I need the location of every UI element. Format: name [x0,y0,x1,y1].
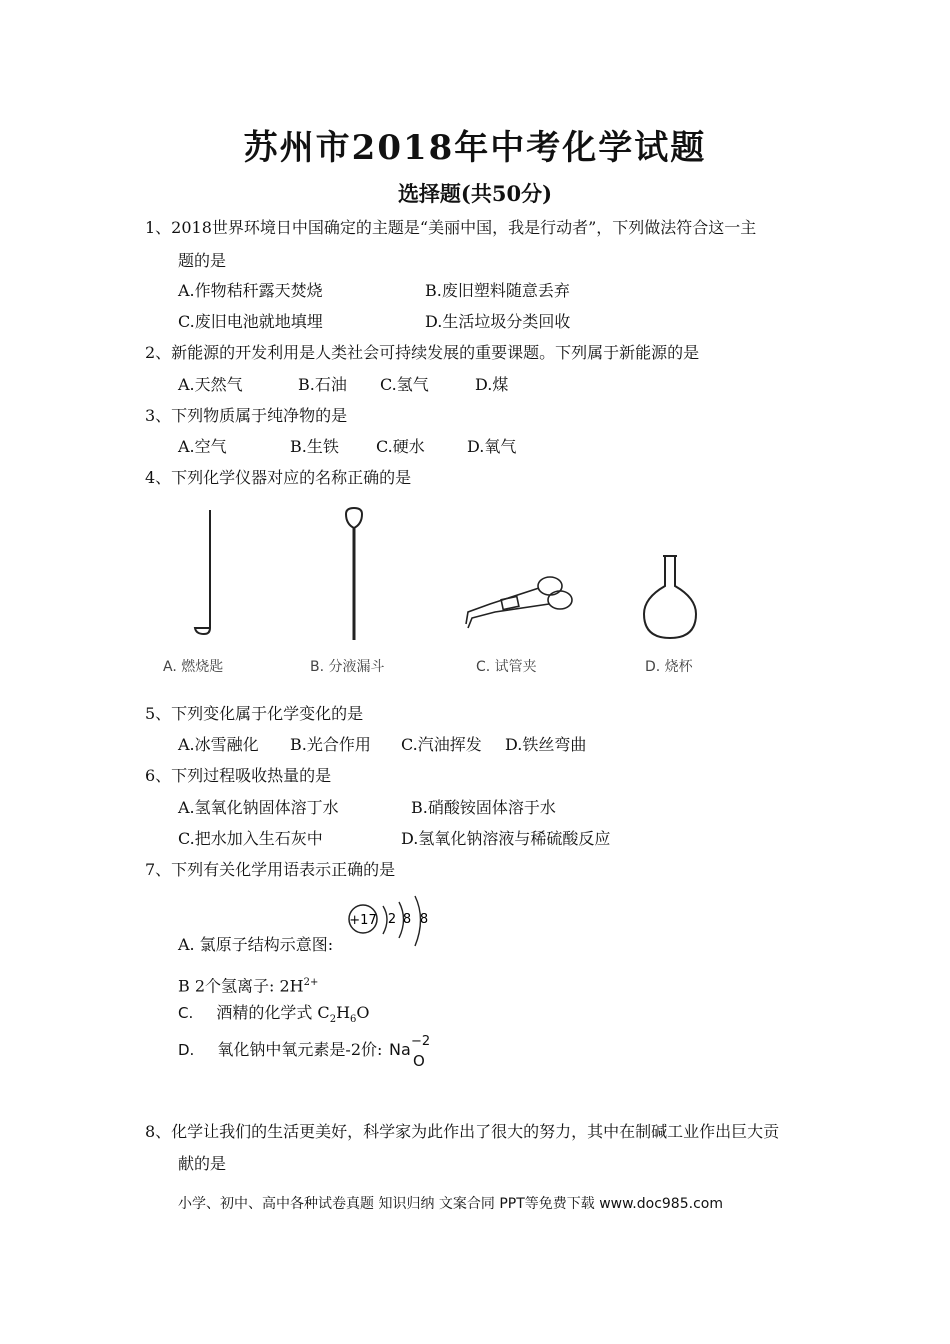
test-tube-holder-icon [466,577,572,628]
page-title: 苏州市2018年中考化学试题 [243,128,707,168]
question-5-option-a: A.冰雪融化 [178,735,259,754]
question-1-option-b: B.废旧塑料随意丢弃 [425,281,570,300]
question-3-option-a: A.空气 [178,437,227,456]
section-heading: 选择题(共50分) [397,181,553,206]
lab-apparatus-figure [150,500,770,660]
question-7-option-d: D. 氧化钠中氧元素是-2价: [178,1040,383,1059]
question-7-option-c: C. 酒精的化学式 $C_2H_6O$ [178,1003,370,1026]
separating-funnel-icon [346,508,362,640]
nucleus-charge: +17 [349,913,377,928]
question-1-option-a: A.作物秸秆露天焚烧 [178,281,323,300]
question-3-option-b: B.生铁 [290,437,339,456]
shell-2-electrons: 8 [402,912,412,927]
question-2-option-d: D.煤 [475,375,509,394]
question-5-option-d: D.铁丝弯曲 [505,735,587,754]
oxidation-state-label: −2 [411,1034,431,1049]
question-7-option-a: A. 氯原子结构示意图: [178,935,334,954]
apparatus-caption-a: A. 燃烧匙 [163,659,224,675]
apparatus-caption-d: D. 烧杯 [645,659,693,675]
question-2-option-b: B.石油 [298,375,347,394]
apparatus-caption-c: C. 试管夹 [476,659,537,675]
question-1-stem: 1、2018世界环境日中国确定的主题是“美丽中国，我是行动者”，下列做法符合这一主 [145,218,757,237]
question-2-stem: 2、新能源的开发利用是人类社会可持续发展的重要课题。下列属于新能源的是 [145,343,700,362]
footer-note: 小学、初中、高中各种试卷真题 知识归纳 文案合同 PPT等免费下载 www.doc985.com [178,1196,723,1212]
question-6-option-c: C.把水加入生石灰中 [178,829,323,848]
oxygen-symbol: O [413,1052,425,1070]
question-3-option-c: C.硬水 [376,437,425,456]
question-5-stem: 5、下列变化属于化学变化的是 [145,704,364,723]
question-7-option-b: B 2个氢离子: $2H^{2+}$ [178,976,319,996]
question-7-stem: 7、下列有关化学用语表示正确的是 [145,860,396,879]
question-3-option-d: D.氧气 [467,437,517,456]
question-8-stem: 8、化学让我们的生活更美好，科学家为此作出了很大的努力，其中在制碱工业作出巨大贡 [145,1122,780,1141]
question-1-option-c: C.废旧电池就地填埋 [178,312,323,331]
shell-1-electrons: 2 [387,912,397,927]
question-6-option-a: A.氢氧化钠固体溶丁水 [178,798,339,817]
question-2-option-c: C.氢气 [380,375,429,394]
question-5-option-b: B.光合作用 [290,735,371,754]
chlorine-atom-structure-diagram [345,892,435,950]
question-1-option-d: D.生活垃圾分类回收 [425,312,571,331]
question-4-stem: 4、下列化学仪器对应的名称正确的是 [145,468,412,487]
apparatus-caption-b: B. 分液漏斗 [310,659,385,675]
shell-3-electrons: 8 [419,912,429,927]
question-5-option-c: C.汽油挥发 [401,735,482,754]
flask-icon [644,556,696,638]
question-2-option-a: A.天然气 [178,375,243,394]
sodium-symbol: Na [389,1040,411,1059]
question-6-option-d: D.氢氧化钠溶液与稀硫酸反应 [401,829,611,848]
question-3-stem: 3、下列物质属于纯净物的是 [145,406,348,425]
question-6-stem: 6、下列过程吸收热量的是 [145,766,332,785]
question-1-stem-cont: 题的是 [178,251,227,270]
question-6-option-b: B.硝酸铵固体溶于水 [411,798,556,817]
combustion-spoon-icon [195,510,210,634]
question-8-stem-cont: 献的是 [178,1154,227,1173]
